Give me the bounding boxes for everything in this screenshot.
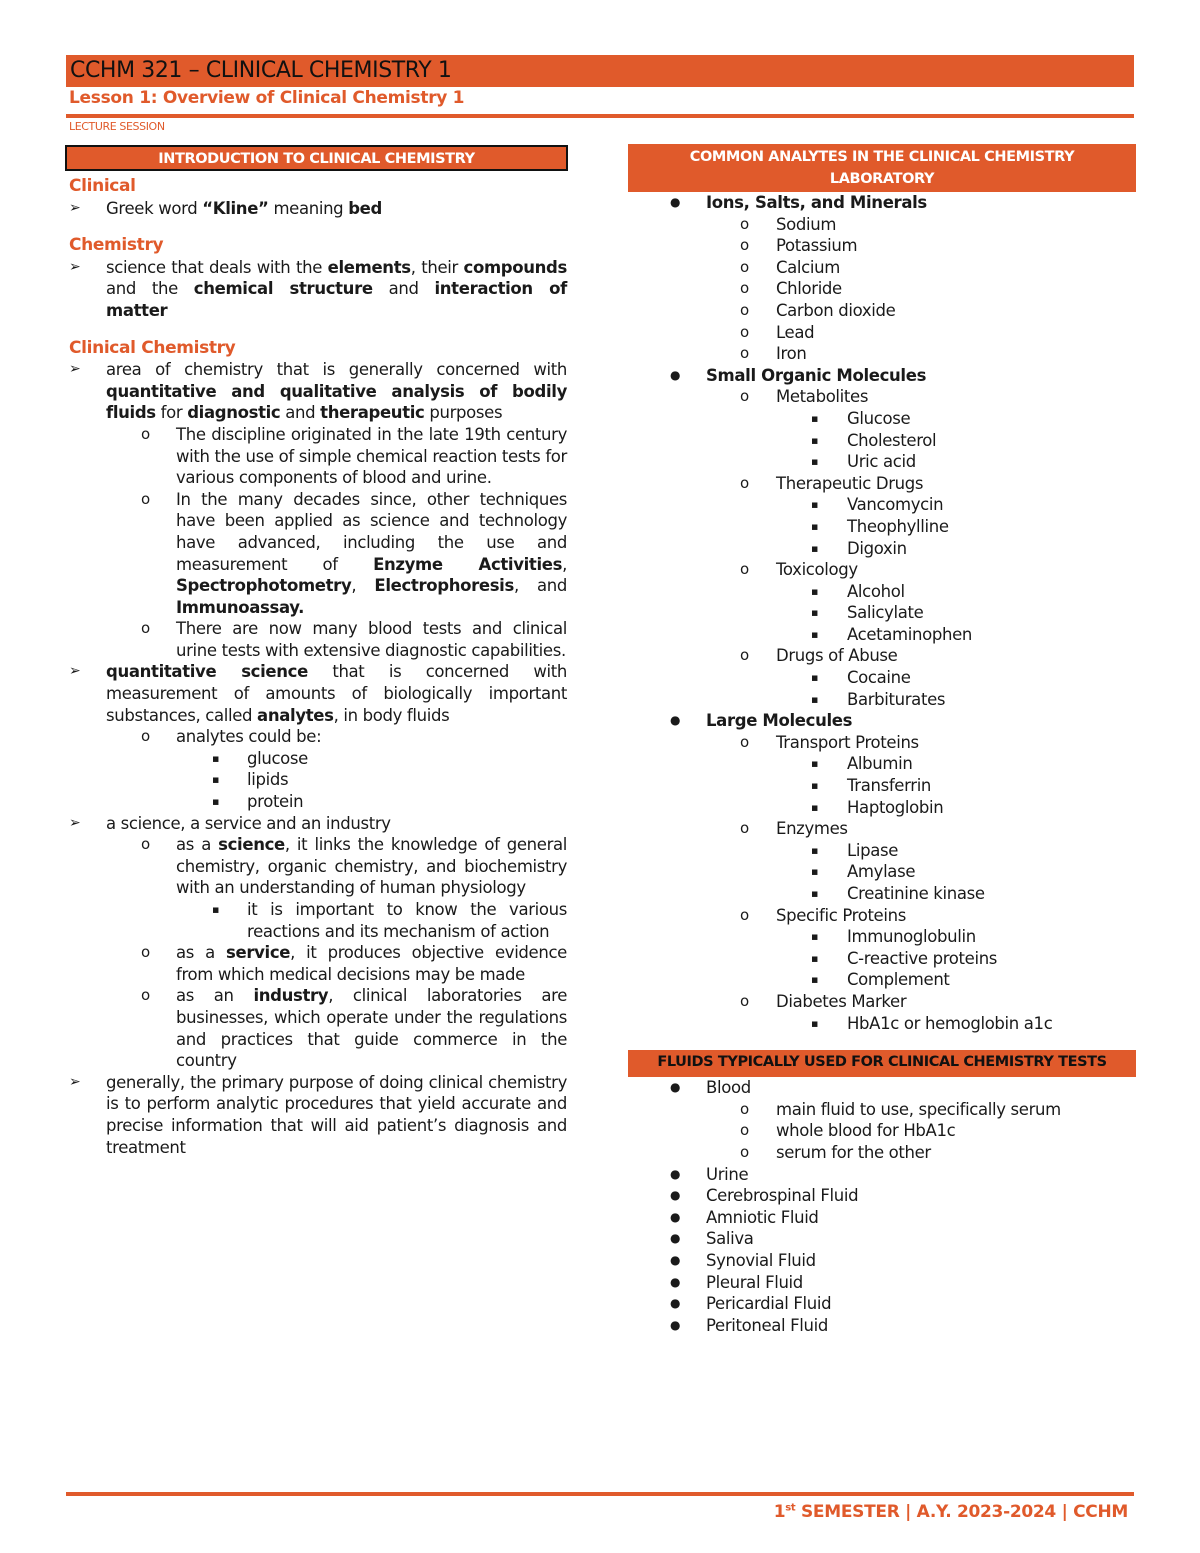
analyte-item: ▪ Salicylate — [811, 603, 924, 623]
fluids-section-box: FLUIDS TYPICALLY USED FOR CLINICAL CHEMISTRY TESTS — [628, 1050, 1136, 1077]
circle-bullet-icon: o — [740, 1121, 749, 1140]
arrow-bullet-icon: ➢ — [69, 258, 81, 275]
dot-bullet-icon: ● — [670, 1252, 681, 1267]
circle-bullet-icon: o — [740, 819, 749, 838]
footer-text: 1st SEMESTER | A.Y. 2023-2024 | CCHM — [773, 1502, 1128, 1522]
circle-bullet-icon: o — [141, 619, 150, 638]
blood-item: ● Blood — [670, 1078, 751, 1098]
chemistry-heading: Chemistry — [69, 235, 164, 256]
large-molecules-category: ● Large Molecules — [670, 711, 853, 731]
circle-bullet-icon: o — [740, 732, 749, 751]
square-bullet-icon: ▪ — [811, 671, 819, 685]
square-bullet-icon: ▪ — [811, 584, 819, 598]
clinchem-sub-2: o In the many decades since, other techniques have been applied as science and technology have advanced, including the use and measurement of Enzyme Activities, Spectrophotometry, Electrophoresis, and Immunoassay. — [141, 489, 567, 617]
dot-bullet-icon: ● — [670, 713, 681, 728]
square-bullet-icon: ▪ — [811, 455, 819, 469]
analytes-intro: o analytes could be: — [141, 727, 322, 747]
circle-bullet-icon: o — [740, 991, 749, 1010]
blood-detail: o serum for the other — [740, 1142, 931, 1162]
circle-bullet-icon: o — [740, 344, 749, 363]
ion-item: o Chloride — [740, 279, 842, 299]
circle-bullet-icon: o — [141, 943, 150, 962]
square-bullet-icon: ▪ — [811, 1016, 819, 1030]
clinical-bullet: ➢ Greek word “Kline” meaning bed — [69, 198, 382, 218]
blood-detail: o whole blood for HbA1c — [740, 1121, 956, 1141]
analyte-item: ▪ Immunoglobulin — [811, 927, 976, 947]
arrow-bullet-icon: ➢ — [69, 1073, 81, 1090]
square-bullet-icon: ▪ — [811, 498, 819, 512]
analyte-item: ▪ Glucose — [811, 408, 911, 428]
analyte-item: ▪ glucose — [212, 748, 308, 768]
clinchem-bullet-1: ➢ area of chemistry that is generally concerned with quantitative and qualitative analysis of bodily fluids for diagnostic and therapeutic purposes — [69, 360, 567, 423]
course-title-bar — [66, 55, 1134, 87]
ions-category: ● Ions, Salts, and Minerals — [670, 193, 927, 212]
arrow-bullet-icon: ➢ — [69, 814, 81, 831]
analyte-group: o Metabolites — [740, 387, 869, 407]
fluid-item: ● Cerebrospinal Fluid — [670, 1186, 859, 1206]
clinical-chemistry-heading: Clinical Chemistry — [69, 337, 236, 358]
course-title: CCHM 321 – CLINICAL CHEMISTRY 1 — [70, 58, 452, 83]
circle-bullet-icon: o — [740, 214, 749, 233]
dot-bullet-icon: ● — [670, 367, 681, 382]
circle-bullet-icon: o — [740, 257, 749, 276]
circle-bullet-icon: o — [740, 905, 749, 924]
analytes-section-box: COMMON ANALYTES IN THE CLINICAL CHEMISTRY LABORATORY — [628, 144, 1136, 192]
fluid-item: ● Urine — [670, 1164, 749, 1184]
circle-bullet-icon: o — [740, 322, 749, 341]
analyte-item: ▪ lipids — [212, 770, 289, 790]
blood-detail: o main fluid to use, specifically serum — [740, 1099, 1061, 1119]
arrow-bullet-icon: ➢ — [69, 199, 81, 216]
small-molecules-category: ● Small Organic Molecules — [670, 365, 927, 385]
left-column — [69, 145, 567, 1158]
analyte-item: ▪ Uric acid — [811, 452, 916, 472]
science-sub: o as a science, it links the knowledge of general chemistry, organic chemistry, and biochemistry with an understanding of human physiology — [141, 835, 567, 898]
lesson-title: Lesson 1: Overview of Clinical Chemistry 1 — [69, 88, 465, 108]
arrow-bullet-icon: ➢ — [69, 663, 81, 680]
circle-bullet-icon: o — [141, 835, 150, 854]
square-bullet-icon: ▪ — [811, 519, 819, 533]
square-bullet-icon: ▪ — [212, 773, 220, 787]
dot-bullet-icon: ● — [670, 1166, 681, 1181]
square-bullet-icon: ▪ — [212, 903, 220, 916]
dot-bullet-icon: ● — [670, 195, 681, 209]
square-bullet-icon: ▪ — [811, 627, 819, 641]
ion-item: o Lead — [740, 322, 815, 342]
dot-bullet-icon: ● — [670, 1209, 681, 1224]
circle-bullet-icon: o — [740, 1099, 749, 1118]
clinchem-bullet-2: ➢ quantitative science that is concerned with measurement of amounts of biologically important substances, called analytes, in body fluids — [69, 662, 567, 725]
dot-bullet-icon: ● — [670, 1274, 681, 1289]
circle-bullet-icon: o — [740, 300, 749, 319]
analyte-group: o Specific Proteins — [740, 905, 906, 925]
dot-bullet-icon: ● — [670, 1317, 681, 1332]
fluid-item: ● Pleural Fluid — [670, 1272, 803, 1292]
analyte-item: ▪ Digoxin — [811, 538, 907, 558]
square-bullet-icon: ▪ — [811, 843, 819, 857]
service-sub: o as a service, it produces objective evidence from which medical decisions may be made — [141, 943, 567, 984]
dot-bullet-icon: ● — [670, 1188, 681, 1203]
footer-rule — [66, 1492, 1134, 1496]
clinical-heading: Clinical — [69, 176, 136, 196]
analyte-item: ▪ Lipase — [811, 840, 899, 860]
fluid-item: ● Saliva — [670, 1229, 754, 1249]
square-bullet-icon: ▪ — [811, 930, 819, 944]
clinchem-bullet-4: ➢ generally, the primary purpose of doing clinical chemistry is to perform analytic procedures that yield accurate and precise information that will aid patient’s diagnosis and treatment — [69, 1072, 567, 1157]
fluid-item: ● Synovial Fluid — [670, 1250, 816, 1270]
intro-section-box: INTRODUCTION TO CLINICAL CHEMISTRY — [65, 145, 568, 171]
dot-bullet-icon: ● — [670, 1231, 681, 1246]
ion-item: o Calcium — [740, 257, 840, 277]
analyte-item: ▪ Amylase — [811, 862, 916, 882]
square-bullet-icon: ▪ — [811, 541, 819, 555]
analyte-item: ▪ Vancomycin — [811, 495, 944, 515]
dot-bullet-icon: ● — [670, 1080, 681, 1095]
circle-bullet-icon: o — [740, 473, 749, 492]
square-bullet-icon: ▪ — [212, 795, 220, 809]
fluid-item: ● Peritoneal Fluid — [670, 1315, 828, 1335]
analyte-group: o Transport Proteins — [740, 732, 919, 752]
circle-bullet-icon: o — [740, 236, 749, 255]
header-rule — [66, 114, 1134, 118]
square-bullet-icon: ▪ — [811, 800, 819, 814]
arrow-bullet-icon: ➢ — [69, 361, 81, 378]
dot-bullet-icon: ● — [670, 1296, 681, 1311]
analyte-item: ▪ Cholesterol — [811, 430, 937, 450]
circle-bullet-icon: o — [740, 646, 749, 665]
analyte-group: o Drugs of Abuse — [740, 646, 898, 666]
analyte-item: ▪ Transferrin — [811, 776, 932, 796]
circle-bullet-icon: o — [141, 727, 150, 746]
analyte-group: o Enzymes — [740, 819, 848, 839]
ion-item: o Potassium — [740, 236, 858, 256]
right-column — [628, 144, 1136, 1336]
analyte-item: ▪ Cocaine — [811, 668, 911, 688]
industry-sub: o as an industry, clinical laboratories are businesses, which operate under the regulations and practices that guide commerce in the country — [141, 986, 567, 1071]
ion-item: o Sodium — [740, 214, 837, 234]
analyte-item: ▪ C-reactive proteins — [811, 948, 998, 968]
square-bullet-icon: ▪ — [811, 951, 819, 965]
square-bullet-icon: ▪ — [811, 606, 819, 620]
analyte-item: ▪ Theophylline — [811, 516, 949, 536]
square-bullet-icon: ▪ — [811, 887, 819, 900]
square-bullet-icon: ▪ — [811, 865, 819, 879]
square-bullet-icon: ▪ — [811, 757, 819, 771]
analyte-item: ▪ Barbiturates — [811, 689, 946, 709]
circle-bullet-icon: o — [740, 387, 749, 406]
analyte-item: ▪ protein — [212, 792, 304, 812]
analyte-item: ▪ Alcohol — [811, 581, 905, 601]
analyte-item: ▪ Acetaminophen — [811, 624, 973, 644]
session-label: LECTURE SESSION — [69, 120, 165, 133]
chemistry-bullet: ➢ science that deals with the elements, their compounds and the chemical structure and interaction of matter — [69, 257, 567, 320]
square-bullet-icon: ▪ — [811, 779, 819, 793]
circle-bullet-icon: o — [141, 424, 150, 443]
circle-bullet-icon: o — [141, 986, 150, 1005]
circle-bullet-icon: o — [740, 279, 749, 298]
circle-bullet-icon: o — [740, 1142, 749, 1161]
analyte-item: ▪ HbA1c or hemoglobin a1c — [811, 1013, 1053, 1033]
analyte-group: o Therapeutic Drugs — [740, 473, 924, 493]
analyte-item: ▪ Haptoglobin — [811, 797, 944, 817]
fluid-item: ● Amniotic Fluid — [670, 1207, 819, 1227]
square-bullet-icon: ▪ — [212, 751, 220, 765]
circle-bullet-icon: o — [740, 560, 749, 579]
square-bullet-icon: ▪ — [811, 433, 819, 447]
analyte-item: ▪ Albumin — [811, 754, 913, 774]
clinchem-bullet-3: ➢ a science, a service and an industry — [69, 813, 391, 833]
clinchem-sub-1: o The discipline originated in the late 19th century with the use of simple chemical reaction tests for various components of blood and urine. — [141, 424, 567, 488]
square-bullet-icon: ▪ — [811, 411, 819, 425]
analyte-item: ▪ Complement — [811, 970, 950, 990]
ion-item: o Iron — [740, 344, 807, 364]
square-bullet-icon: ▪ — [811, 973, 819, 987]
analyte-group: o Diabetes Marker — [740, 991, 907, 1011]
clinchem-sub-3: o There are now many blood tests and clinical urine tests with extensive diagnostic capabilities. — [141, 619, 567, 660]
science-subsub: ▪ it is important to know the various reactions and its mechanism of action — [212, 900, 567, 941]
square-bullet-icon: ▪ — [811, 692, 819, 706]
fluid-item: ● Pericardial Fluid — [670, 1294, 832, 1314]
analyte-group: o Toxicology — [740, 560, 858, 580]
ion-item: o Carbon dioxide — [740, 300, 896, 320]
circle-bullet-icon: o — [141, 489, 150, 508]
analyte-item: ▪ Creatinine kinase — [811, 884, 985, 903]
